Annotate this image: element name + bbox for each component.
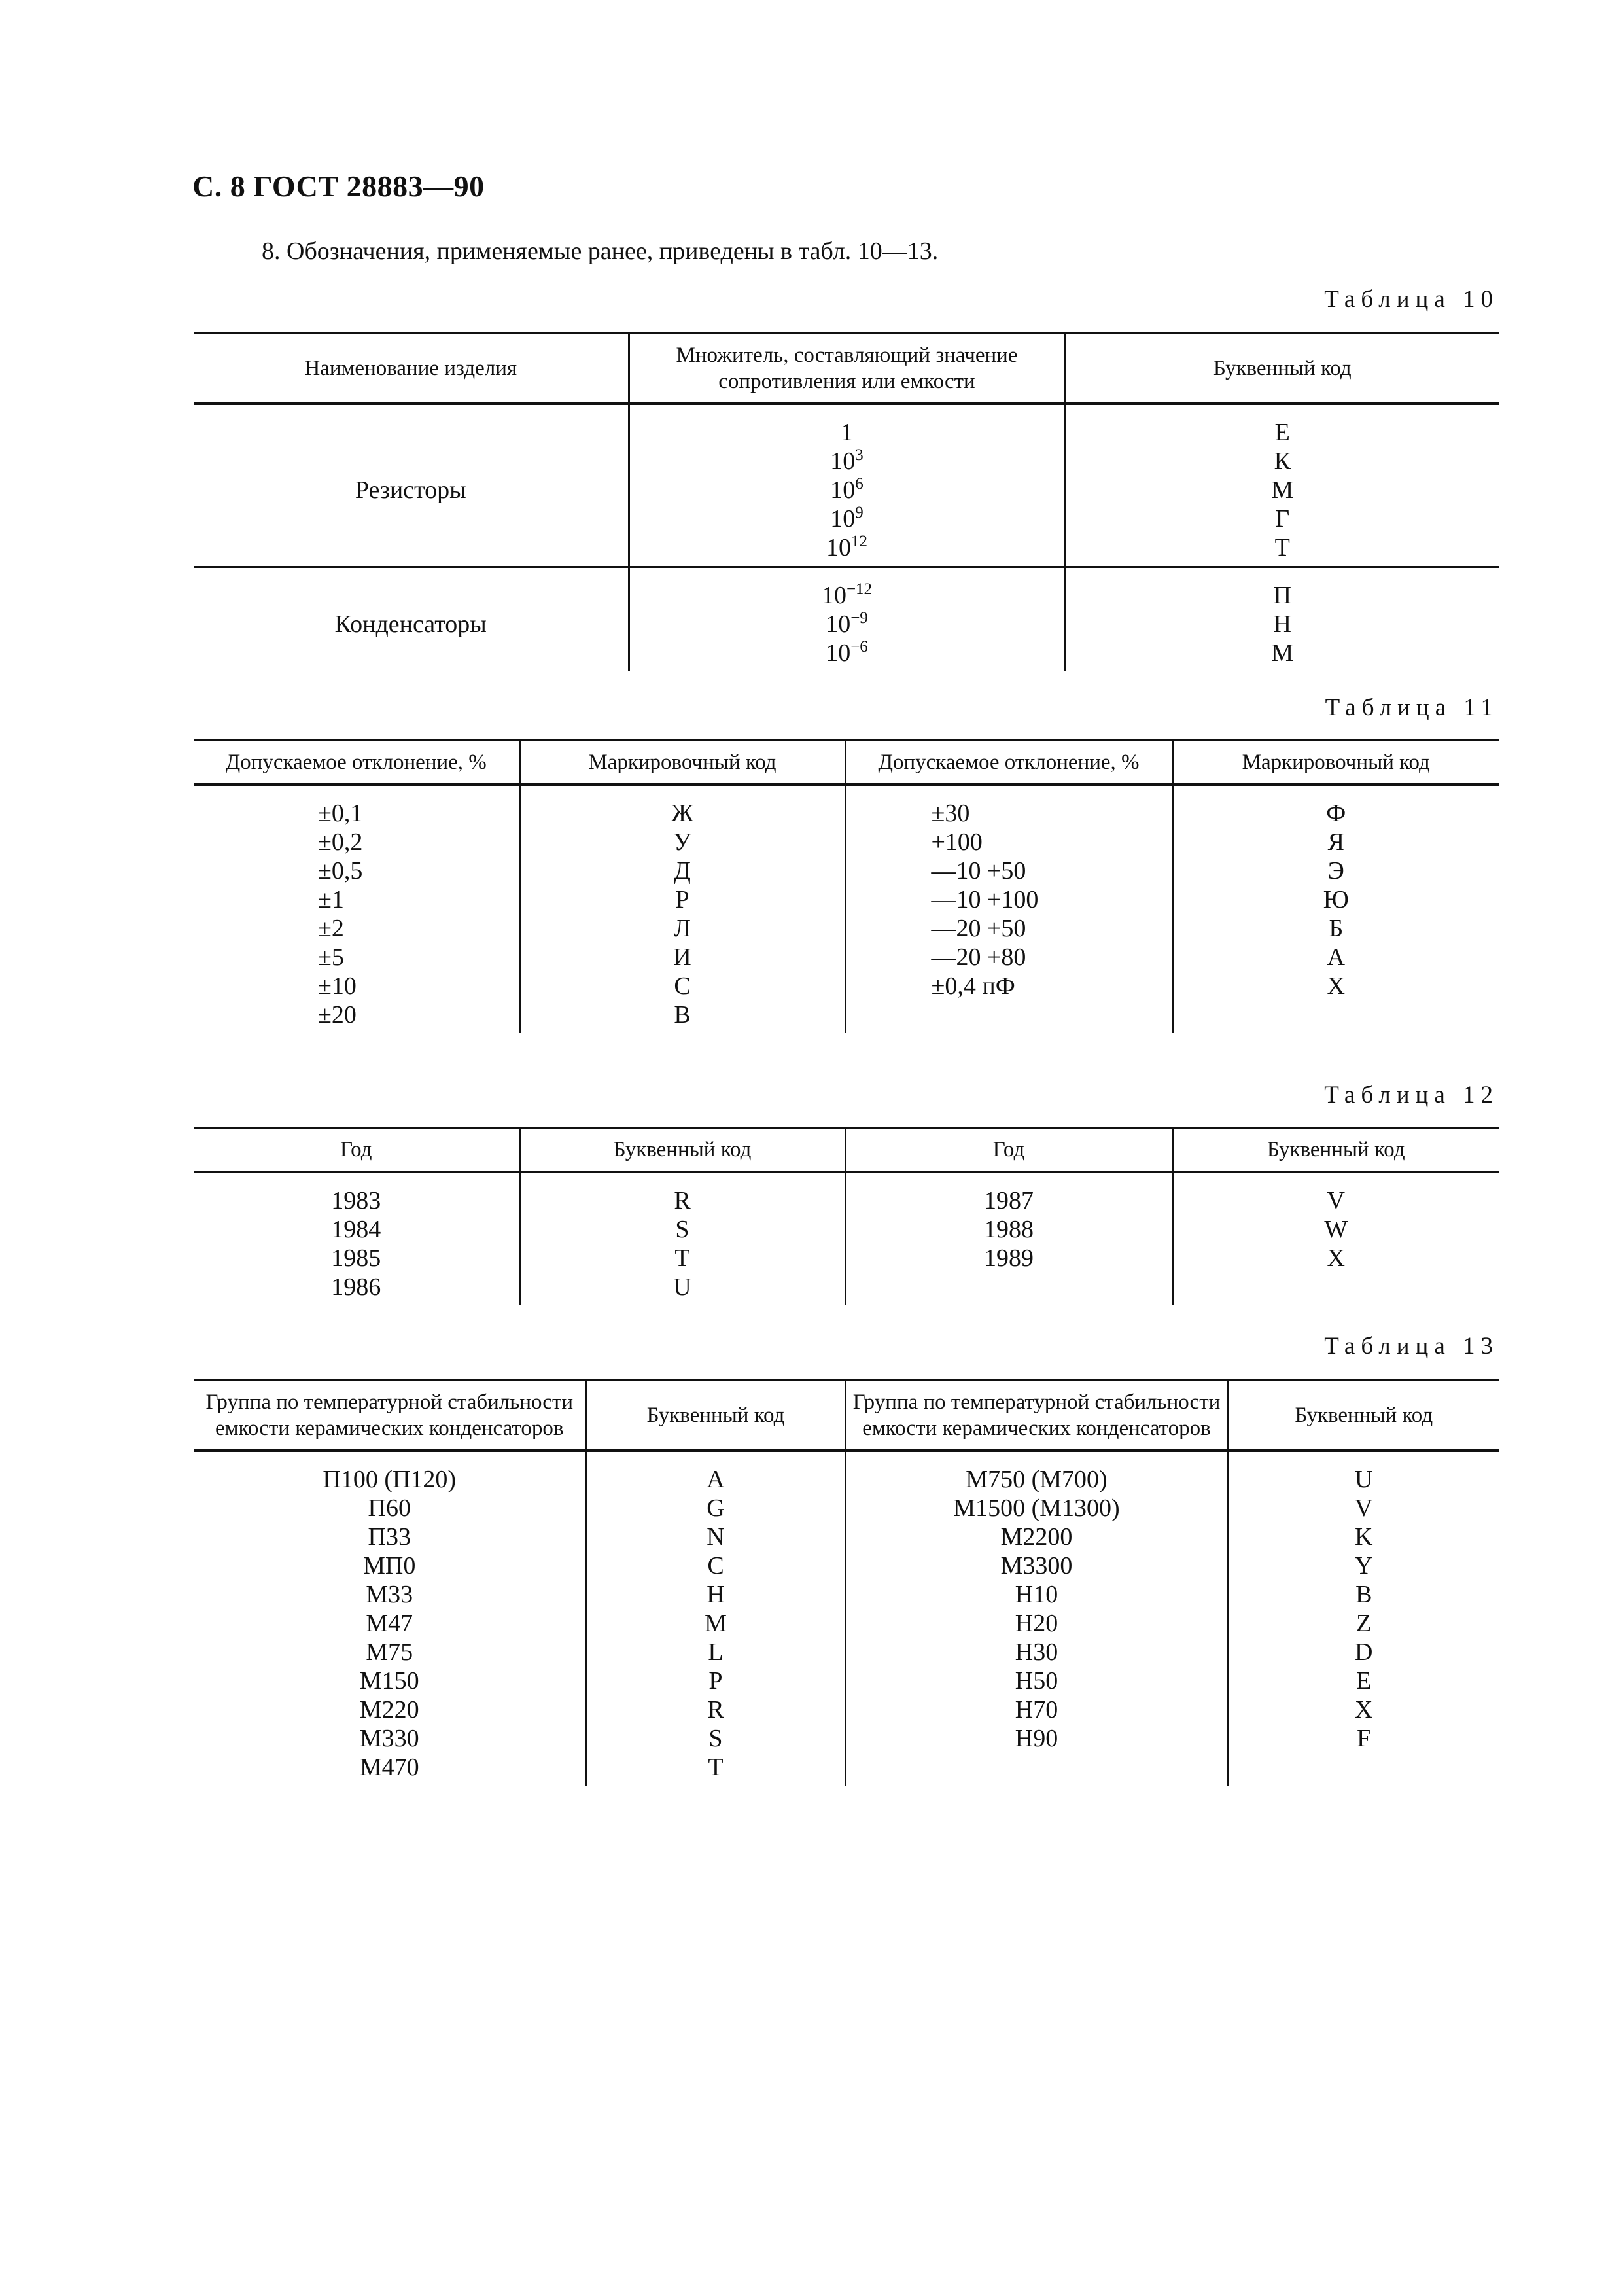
table12-header-year-left: Год	[194, 1128, 519, 1173]
table13-caption: Таблица 13	[1324, 1333, 1499, 1360]
list-item: ±1	[318, 886, 344, 913]
list-item: R	[674, 1187, 691, 1214]
table11-header-code-right: Маркировочный код	[1172, 741, 1499, 785]
list-item: ±5	[318, 944, 344, 971]
list-item: Т	[1274, 534, 1290, 561]
code-list-left	[519, 1172, 845, 1305]
list-item: И	[673, 944, 691, 971]
list-item: H	[707, 1581, 725, 1608]
list-item: Х	[1327, 972, 1345, 1000]
list-item: G	[707, 1494, 725, 1522]
multiplier-list	[629, 404, 1065, 567]
list-item: 1984	[331, 1216, 381, 1243]
list-item: МП0	[363, 1552, 416, 1580]
year-list-left	[194, 1172, 519, 1305]
list-item: М470	[359, 1754, 419, 1781]
code-list-right	[1172, 785, 1499, 1033]
list-item: —20 +50	[931, 915, 1026, 942]
table-12	[194, 1127, 1499, 1305]
multiplier-value: 1	[841, 419, 853, 446]
list-item: М3300	[1000, 1552, 1073, 1580]
table-13	[194, 1379, 1499, 1786]
list-item: Н30	[1015, 1638, 1058, 1666]
list-item: K	[1355, 1523, 1373, 1551]
list-item: М33	[366, 1581, 413, 1608]
list-item: L	[708, 1638, 724, 1666]
list-item: N	[707, 1523, 725, 1551]
list-item: М	[1271, 639, 1294, 667]
table12-header-code-left: Буквенный код	[519, 1128, 845, 1173]
table-row	[194, 785, 1499, 1033]
multiplier-value: $10^{-6}$	[826, 638, 868, 667]
tolerance-list-right	[845, 785, 1172, 1033]
group-list-left	[194, 1451, 586, 1786]
code-list-left	[586, 1451, 845, 1786]
code-list-left	[519, 785, 845, 1033]
list-item: Э	[1327, 857, 1344, 885]
code-list	[1065, 404, 1499, 567]
list-item: ±2	[318, 915, 344, 942]
list-item: Е	[1274, 419, 1290, 446]
list-item: П	[1273, 582, 1291, 609]
list-item: Г	[1275, 505, 1290, 533]
multiplier-value: $10^{-12}$	[821, 580, 873, 609]
multiplier-value: $10^{-9}$	[826, 609, 868, 638]
list-item: V	[1355, 1494, 1373, 1522]
table13-header-code-right: Буквенный код	[1228, 1381, 1499, 1451]
table-row	[194, 1172, 1499, 1305]
multiplier-value: $10^6$	[830, 475, 864, 504]
list-item: S	[708, 1725, 723, 1752]
table13-header-group-left: Группа по температурной стабильности емкости керамических конденсаторов	[194, 1381, 586, 1451]
table-11	[194, 739, 1499, 1033]
list-item: Н10	[1015, 1581, 1058, 1608]
list-item: С	[674, 972, 691, 1000]
table12-caption: Таблица 12	[1324, 1082, 1499, 1108]
table-row	[194, 404, 1499, 567]
list-item: D	[1355, 1638, 1373, 1666]
product-name: Резисторы	[355, 476, 466, 504]
list-item: Ю	[1323, 886, 1349, 913]
list-item: F	[1357, 1725, 1371, 1752]
list-item: Ф	[1326, 800, 1346, 827]
list-item: T	[708, 1754, 724, 1781]
list-item: К	[1274, 448, 1291, 475]
table11-header-code-left: Маркировочный код	[519, 741, 845, 785]
table11-header-tolerance-right: Допускаемое отклонение, %	[845, 741, 1172, 785]
list-item: М330	[359, 1725, 419, 1752]
list-item: В	[674, 1001, 691, 1029]
list-item: X	[1355, 1696, 1373, 1723]
list-item: М2200	[1000, 1523, 1073, 1551]
list-item: Z	[1356, 1610, 1372, 1637]
list-item: А	[1327, 944, 1345, 971]
list-item: Н50	[1015, 1667, 1058, 1695]
tolerance-list-left	[194, 785, 519, 1033]
list-item: U	[1355, 1466, 1373, 1493]
table10-caption: Таблица 10	[1324, 286, 1499, 313]
list-item: 1986	[331, 1273, 381, 1301]
list-item: +100	[931, 828, 983, 856]
code-list-right	[1228, 1451, 1499, 1786]
list-item: ±0,1	[318, 800, 363, 827]
multiplier-value: $10^9$	[830, 504, 864, 533]
list-item: Ж	[671, 800, 694, 827]
code-list-right	[1172, 1172, 1499, 1305]
page-header: С. 8 ГОСТ 28883—90	[192, 169, 485, 203]
table-10	[194, 332, 1499, 671]
group-list-right	[845, 1451, 1228, 1786]
list-item: E	[1356, 1667, 1372, 1695]
list-item: ±20	[318, 1001, 357, 1029]
list-item: R	[707, 1696, 724, 1723]
list-item: U	[673, 1273, 691, 1301]
list-item: C	[707, 1552, 724, 1580]
list-item: М75	[366, 1638, 413, 1666]
list-item: B	[1355, 1581, 1372, 1608]
list-item: Н20	[1015, 1610, 1058, 1637]
list-item: T	[674, 1245, 690, 1272]
list-item: Б	[1329, 915, 1344, 942]
list-item: A	[707, 1466, 725, 1493]
code-list	[1065, 567, 1499, 672]
list-item: П100 (П120)	[323, 1466, 457, 1493]
list-item: ±10	[318, 972, 357, 1000]
list-item: Л	[674, 915, 691, 942]
list-item: P	[708, 1667, 723, 1695]
table11-header-tolerance-left: Допускаемое отклонение, %	[194, 741, 519, 785]
list-item: Н	[1273, 610, 1291, 638]
table10-header-code: Буквенный код	[1065, 334, 1499, 404]
list-item: 1988	[984, 1216, 1034, 1243]
table12-header-year-right: Год	[845, 1128, 1172, 1173]
table10-header-multiplier: Множитель, составляющий значение сопротивления или емкости	[629, 334, 1065, 404]
list-item: X	[1327, 1245, 1345, 1272]
list-item: М	[1271, 476, 1294, 504]
list-item: —10 +50	[931, 857, 1026, 885]
list-item: У	[673, 828, 691, 856]
list-item: —20 +80	[931, 944, 1026, 971]
list-item: М1500 (М1300)	[953, 1494, 1120, 1522]
multiplier-value: $10^{12}$	[826, 533, 867, 561]
list-item: 1983	[331, 1187, 381, 1214]
multiplier-list	[629, 567, 1065, 672]
list-item: ±0,2	[318, 828, 363, 856]
list-item: S	[675, 1216, 689, 1243]
list-item: М750 (М700)	[966, 1466, 1108, 1493]
list-item: Н70	[1015, 1696, 1058, 1723]
table-row	[194, 567, 1499, 672]
list-item: V	[1327, 1187, 1345, 1214]
list-item: 1987	[984, 1187, 1034, 1214]
list-item: Я	[1327, 828, 1344, 856]
intro-paragraph: 8. Обозначения, применяемые ранее, приведены в табл. 10—13.	[262, 238, 939, 265]
list-item: Д	[674, 857, 691, 885]
list-item: Н90	[1015, 1725, 1058, 1752]
table10-header-product: Наименование изделия	[194, 334, 629, 404]
list-item: 1989	[984, 1245, 1034, 1272]
list-item: 1985	[331, 1245, 381, 1272]
list-item: П60	[368, 1494, 411, 1522]
list-item: М47	[366, 1610, 413, 1637]
multiplier-value: $10^3$	[830, 446, 864, 475]
list-item: М150	[359, 1667, 419, 1695]
list-item: W	[1324, 1216, 1348, 1243]
list-item: ±30	[931, 800, 970, 827]
year-list-right	[845, 1172, 1172, 1305]
product-name: Конденсаторы	[194, 567, 629, 672]
list-item: Y	[1355, 1552, 1373, 1580]
table13-header-group-right: Группа по температурной стабильности емкости керамических конденсаторов	[845, 1381, 1228, 1451]
list-item: ±0,5	[318, 857, 363, 885]
list-item: П33	[368, 1523, 411, 1551]
list-item: ±0,4 пФ	[931, 972, 1015, 1000]
table13-header-code-left: Буквенный код	[586, 1381, 845, 1451]
list-item: —10 +100	[931, 886, 1039, 913]
list-item: М220	[359, 1696, 419, 1723]
table11-caption: Таблица 11	[1325, 694, 1499, 721]
list-item: M	[705, 1610, 727, 1637]
list-item: Р	[675, 886, 689, 913]
table12-header-code-right: Буквенный код	[1172, 1128, 1499, 1173]
table-row	[194, 1451, 1499, 1786]
